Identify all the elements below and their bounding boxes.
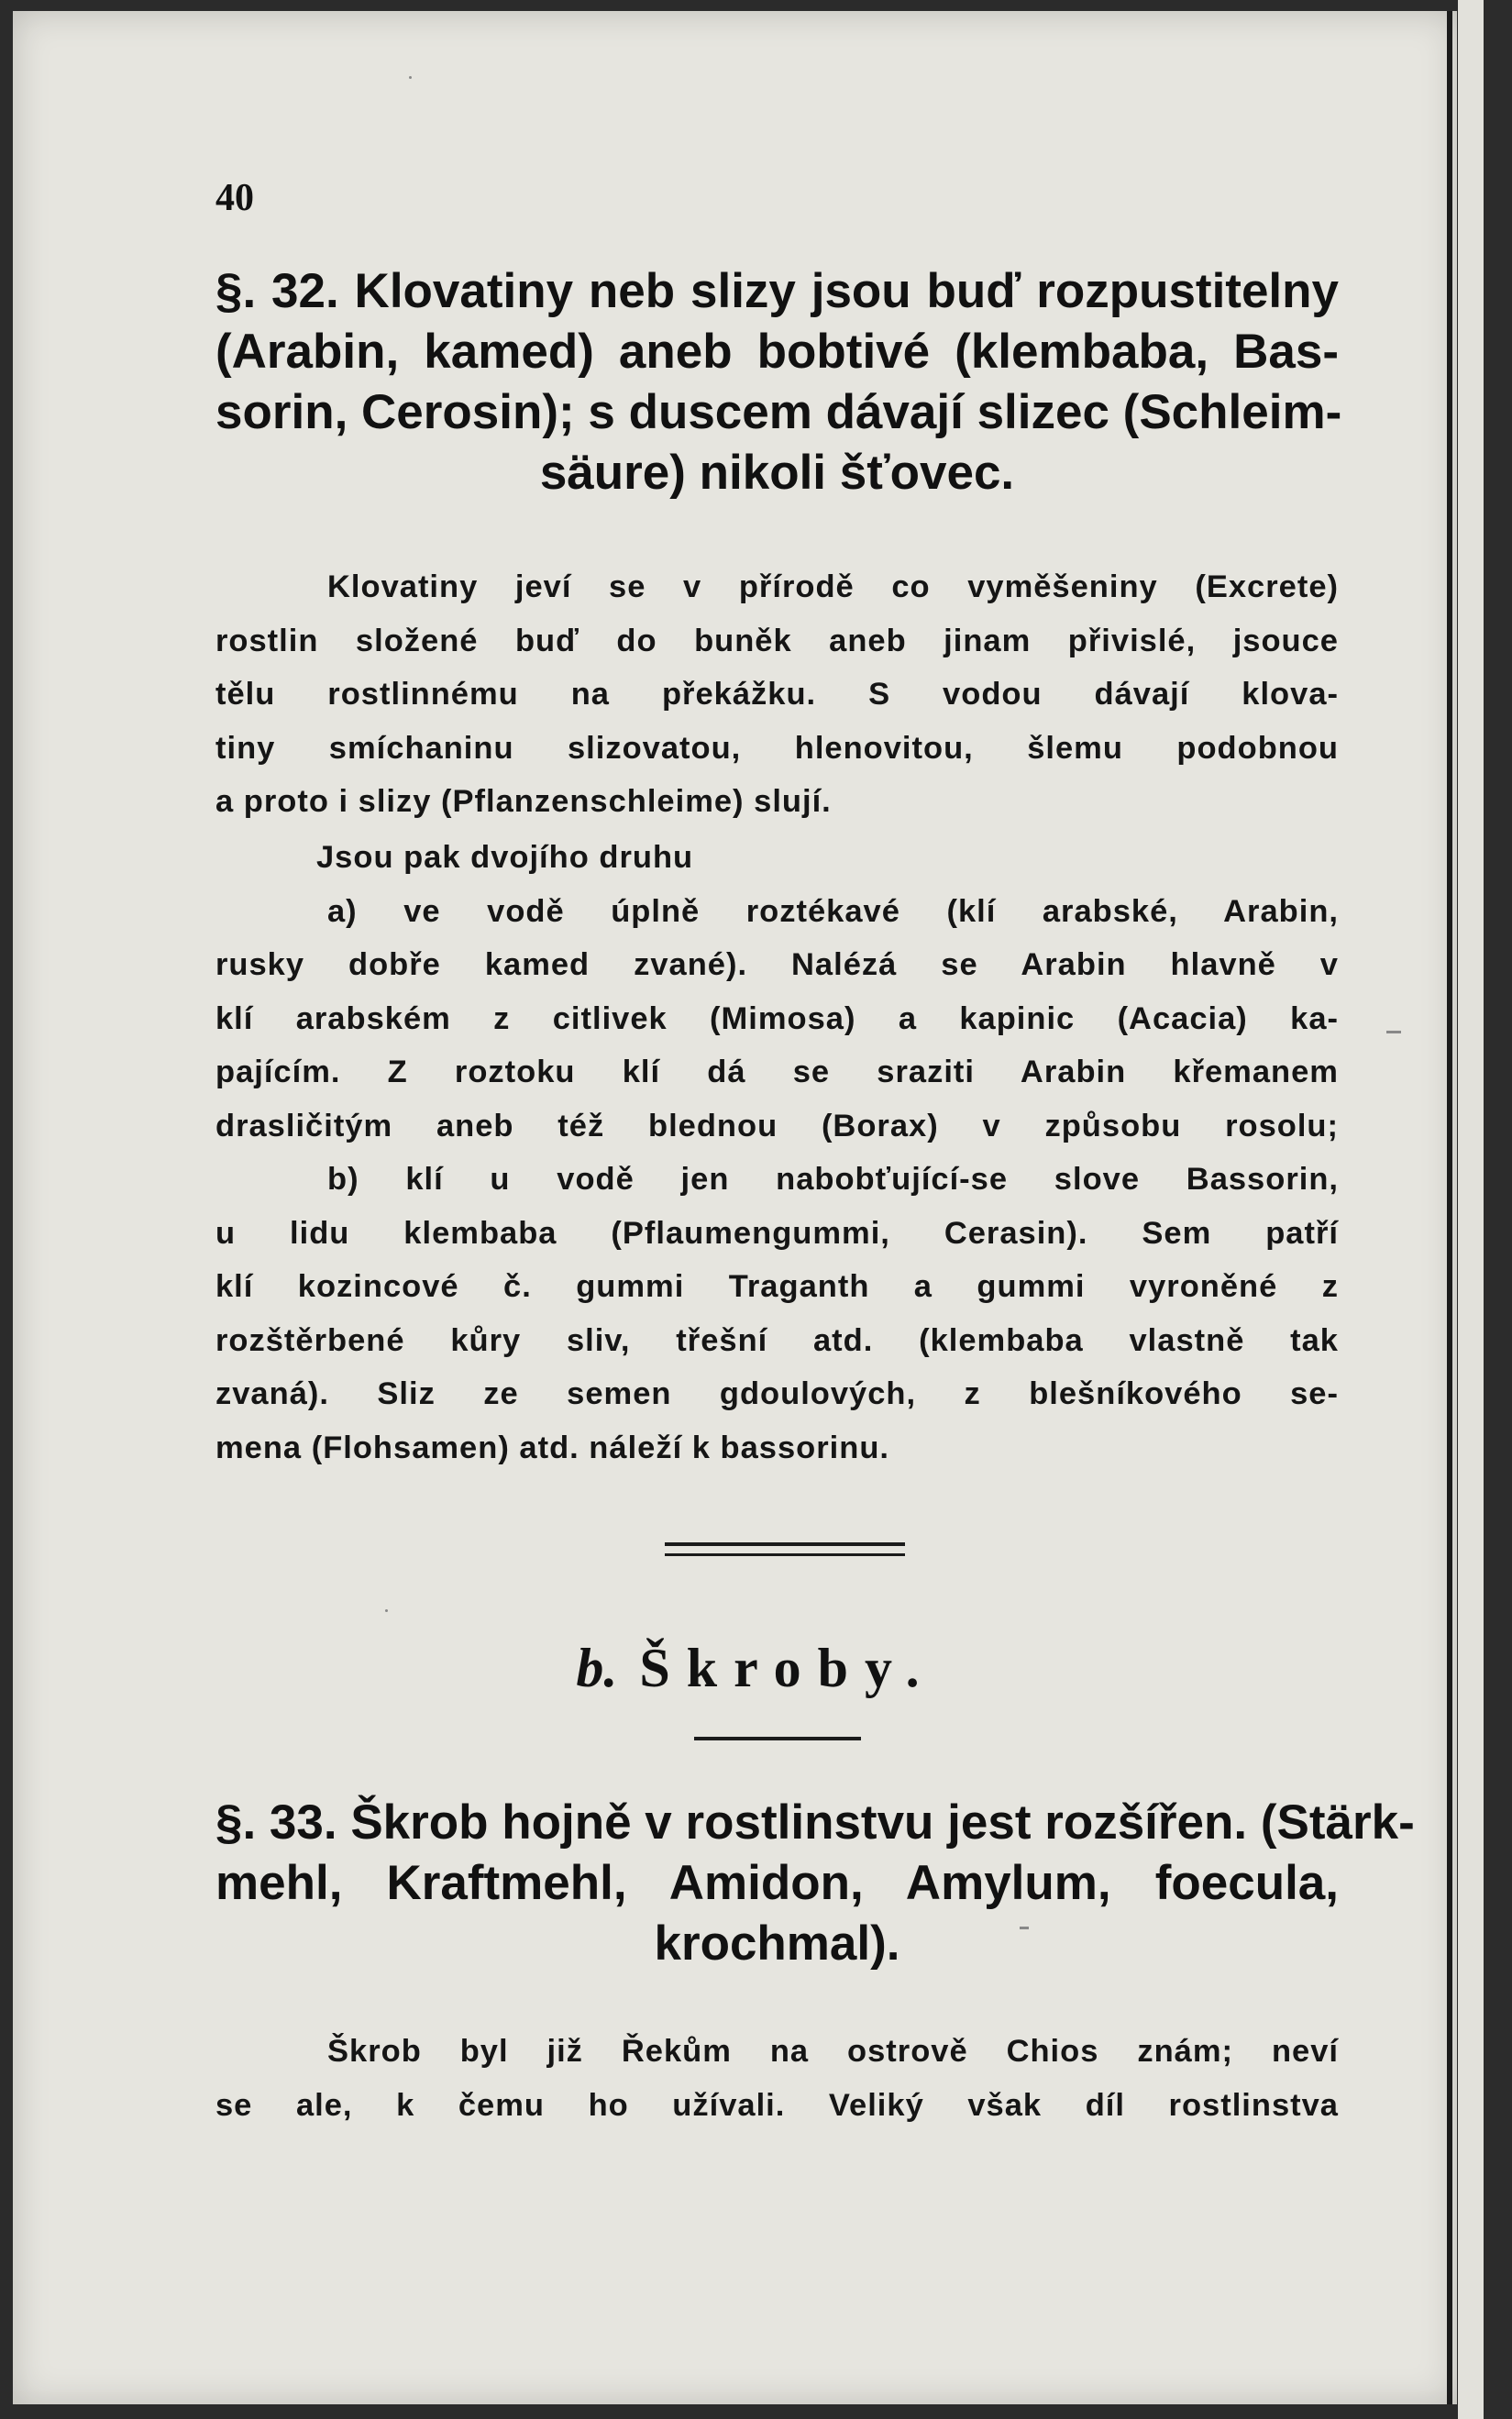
scan-speck: [1386, 1031, 1401, 1033]
section-letter: b.: [576, 1638, 618, 1698]
heading-line: mehl, Kraftmehl, Amidon, Amylum, foecula,: [215, 1856, 1339, 1910]
text-line: a) ve vodě úplně roztékavé (klí arabské, Arabin,: [327, 893, 1339, 929]
title-underline: [694, 1737, 861, 1740]
page-number: 40: [215, 177, 254, 219]
text-line: klí arabském z citlivek (Mimosa) a kapinic (Acacia) ka-: [215, 1000, 1339, 1036]
heading-line: säure) nikoli šťovec.: [539, 446, 1015, 500]
heading-line: (Arabin, kamed) aneb bobtivé (klembaba, Bas-: [215, 325, 1339, 379]
scan-speck: [1020, 1927, 1029, 1929]
divider-rule-bottom: [665, 1553, 905, 1556]
scan-speck: [385, 1609, 388, 1612]
scan-border: [1484, 0, 1512, 2419]
section-title-text: Škroby.: [639, 1638, 936, 1698]
text-line: rostlin složené buď do buněk aneb jinam přivislé, jsouce: [215, 623, 1339, 658]
text-line: zvaná). Sliz ze semen gdoulových, z blešníkového se-: [215, 1376, 1339, 1411]
section-33-paragraph: [215, 2025, 1339, 2132]
text-line: rozštěrbené kůry sliv, třešní atd. (klembaba vlastně tak: [215, 1322, 1339, 1358]
text-line: Škrob byl již Řekům na ostrově Chios znám; neví: [327, 2034, 1339, 2069]
heading-line: §. 33. Škrob hojně v rostlinstvu jest rozšířen. (Stärk-: [215, 1795, 1415, 1850]
scan-speck: [409, 76, 412, 79]
text-line: b) klí u vodě jen nabobťující-se slove Bassorin,: [327, 1162, 1339, 1197]
section-32-heading: [215, 261, 1342, 503]
text-line: Jsou pak dvojího druhu: [316, 840, 694, 875]
divider-rule-top: [665, 1542, 905, 1546]
text-line: mena (Flohsamen) atd. náleží k bassorinu.: [215, 1430, 889, 1465]
text-line: se ale, k čemu ho užívali. Veliký však díl rostlinstva: [215, 2087, 1339, 2123]
section-b-title: [0, 1637, 1512, 1700]
section-32-paragraph-1: [215, 560, 1339, 829]
heading-line: sorin, Cerosin); s duscem dávají slizec (Schleim-: [215, 385, 1342, 439]
text-line: rusky dobře kamed zvané). Nalézá se Arabin hlavně v: [215, 947, 1339, 982]
heading-line: §. 32. Klovatiny neb slizy jsou buď rozpustitelny: [215, 264, 1339, 318]
text-line: pajícím. Z roztoku klí dá se sraziti Arabin křemanem: [215, 1055, 1339, 1089]
text-line: klí kozincové č. gummi Traganth a gummi vyroněné z: [215, 1269, 1339, 1304]
text-line: tělu rostlinnému na překážku. S vodou dávají klova-: [215, 677, 1339, 712]
text-line: a proto i slizy (Pflanzenschleime) slují.: [215, 784, 832, 819]
text-line: tiny smíchaninu slizovatou, hlenovitou, šlemu podobnou: [215, 730, 1339, 766]
section-32-paragraph-2: [215, 831, 1339, 1475]
text-line: u lidu klembaba (Pflaumengummi, Cerasin). Sem patří: [215, 1215, 1339, 1251]
section-33-heading: [215, 1793, 1415, 1974]
heading-line: krochmal).: [654, 1916, 900, 1971]
binding-edge: [1447, 11, 1452, 2404]
text-line: Klovatiny jeví se v přírodě co vyměšeniny (Excrete): [327, 569, 1339, 604]
text-line: drasličitým aneb též blednou (Borax) v způsobu rosolu;: [215, 1108, 1339, 1143]
